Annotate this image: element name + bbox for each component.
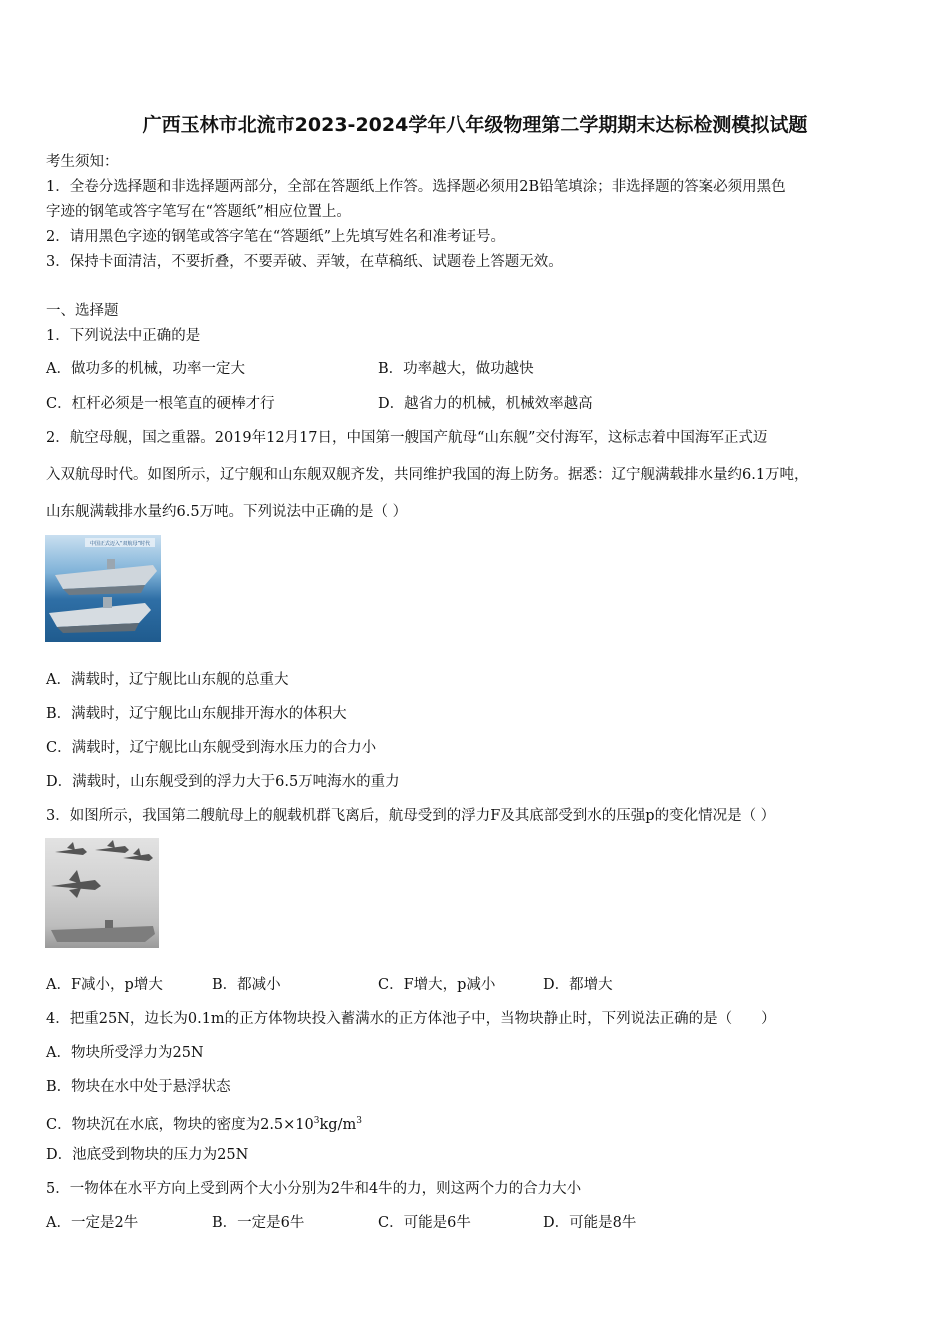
q2-option-c: C．满载时，辽宁舰比山东舰受到海水压力的合力小 <box>46 740 377 756</box>
question-1-stem: 1．下列说法中正确的是 <box>46 328 201 344</box>
q3-option-a: A．F减小，p增大 <box>46 977 163 993</box>
q4-option-c-text: C．物块沉在水底，物块的密度为2.5×10 <box>46 1116 314 1133</box>
carrier-jets-image <box>45 838 159 948</box>
notice-item-1-cont: 字迹的钢笔或答字笔写在“答题纸”相应位置上。 <box>46 204 351 220</box>
question-4-stem: 4．把重25N，边长为0.1m的正方体物块投入蓄满水的正方体池子中，当物块静止时，下列说法正确的是（ ） <box>46 1011 776 1027</box>
image-caption: 中国正式迈入“双航母”时代 <box>89 541 151 547</box>
aircraft-carriers-drawing <box>45 535 161 642</box>
q1-option-a: A．做功多的机械，功率一定大 <box>46 361 245 377</box>
q5-option-d: D．可能是8牛 <box>543 1215 637 1231</box>
q4-option-b: B．物块在水中处于悬浮状态 <box>46 1079 231 1095</box>
q2-option-a: A．满载时，辽宁舰比山东舰的总重大 <box>46 672 289 688</box>
notice-item-1: 1．全卷分选择题和非选择题两部分，全部在答题纸上作答。选择题必须用2B铅笔填涂；非选择题的答案必须用黑色 <box>46 179 786 195</box>
page-title: 广西玉林市北流市2023-2024学年八年级物理第二学期期末达标检测模拟试题 <box>142 114 808 136</box>
notice-heading: 考生须知： <box>46 154 119 170</box>
q4-option-c-unit-exponent: 3 <box>356 1116 362 1126</box>
q3-option-c: C．F增大，p减小 <box>378 977 496 993</box>
question-5-stem: 5．一物体在水平方向上受到两个大小分别为2牛和4牛的力，则这两个力的合力大小 <box>46 1181 582 1197</box>
carrier-jets-drawing <box>45 838 159 948</box>
question-2-stem-3: 山东舰满载排水量约6.5万吨。下列说法中正确的是（ ） <box>46 504 408 520</box>
notice-item-3: 3．保持卡面清洁，不要折叠，不要弄破、弄皱，在草稿纸、试题卷上答题无效。 <box>46 254 563 270</box>
q1-option-c: C．杠杆必须是一根笔直的硬棒才行 <box>46 396 275 412</box>
question-2-stem-2: 入双航母时代。如图所示，辽宁舰和山东舰双舰齐发，共同维护我国的海上防务。据悉：辽宁舰满载排水量约6.1万吨， <box>46 467 809 483</box>
q5-option-c: C．可能是6牛 <box>378 1215 471 1231</box>
section-heading: 一、选择题 <box>46 303 119 319</box>
q4-option-d: D．池底受到物块的压力为25N <box>46 1147 249 1163</box>
q4-option-c <box>46 1111 362 1135</box>
q4-option-a: A．物块所受浮力为25N <box>46 1045 204 1061</box>
notice-item-2: 2．请用黑色字迹的钢笔或答字笔在“答题纸”上先填写姓名和准考证号。 <box>46 229 506 245</box>
q4-option-c-exponent: 3 <box>313 1116 320 1126</box>
q5-option-a: A．一定是2牛 <box>46 1215 139 1231</box>
question-2-stem-1: 2．航空母舰，国之重器。2019年12月17日，中国第一艘国产航母“山东舰”交付海军，这标志着中国海军正式迈 <box>46 430 768 446</box>
aircraft-carriers-image <box>45 535 161 642</box>
q1-option-b: B．功率越大，做功越快 <box>378 361 534 377</box>
q3-option-b: B．都减小 <box>212 977 281 993</box>
q2-option-b: B．满载时，辽宁舰比山东舰排开海水的体积大 <box>46 706 347 722</box>
question-3-stem: 3．如图所示，我国第二艘航母上的舰载机群飞离后，航母受到的浮力F及其底部受到水的压强p的变化情况是（ ） <box>46 808 776 824</box>
q2-option-d: D．满载时，山东舰受到的浮力大于6.5万吨海水的重力 <box>46 774 400 790</box>
q4-option-c-unit: kg/m <box>319 1116 357 1133</box>
q1-option-d: D．越省力的机械，机械效率越高 <box>378 396 593 412</box>
q5-option-b: B．一定是6牛 <box>212 1215 305 1231</box>
q3-option-d: D．都增大 <box>543 977 613 993</box>
